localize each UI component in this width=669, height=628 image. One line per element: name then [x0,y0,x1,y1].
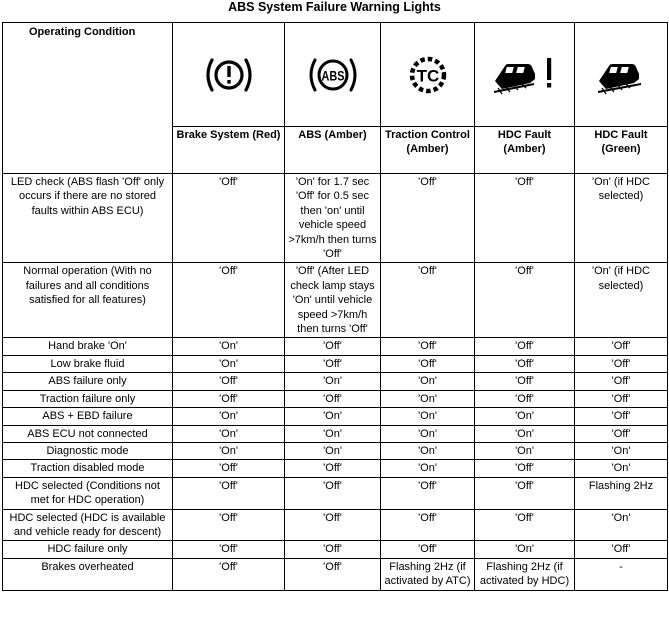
lamp-state-cell: 'On' [381,425,475,442]
lamp-state-cell: 'Off' [285,355,381,372]
svg-text:ABS: ABS [321,67,344,83]
operating-condition-cell: Brakes overheated [3,558,173,590]
column-header: ABS (Amber) [285,127,381,174]
table-row [3,460,668,477]
table-row [3,541,668,558]
lamp-state-cell: 'Off' (After LED check lamp stays 'On' until vehicle speed >7km/h then turns 'Off' [285,263,381,338]
page-title: ABS System Failure Warning Lights [228,0,441,14]
lamp-state-cell: 'Off' [173,477,285,509]
lamp-state-cell: 'Off' [381,509,475,541]
lamp-state-cell: 'Off' [285,558,381,590]
lamp-state-cell: 'On' (if HDC selected) [575,263,668,338]
lamp-state-cell: 'Off' [285,460,381,477]
lamp-state-cell: 'On' [575,460,668,477]
hdc-fault-green-icon-cell [575,23,668,127]
lamp-state-cell: 'Off' [475,263,575,338]
lamp-state-cell: 'On' [475,442,575,459]
operating-condition-cell: Traction disabled mode [3,460,173,477]
lamp-state-cell: 'On' [285,373,381,390]
table-row [3,509,668,541]
operating-condition-cell: Normal operation (With no failures and all conditions satisfied for all features) [3,263,173,338]
lamp-state-cell: 'On' [285,408,381,425]
lamp-state-cell: 'Off' [381,477,475,509]
lamp-state-cell: 'Off' [475,355,575,372]
lamp-state-cell: 'On' (if HDC selected) [575,174,668,263]
column-header: Traction Control (Amber) [381,127,475,174]
brake-system-warning-icon [201,55,257,95]
lamp-state-cell: 'On' [575,509,668,541]
operating-condition-cell: HDC selected (Conditions not met for HDC operation) [3,477,173,509]
lamp-state-cell: 'On' [173,442,285,459]
operating-condition-cell: HDC failure only [3,541,173,558]
lamp-state-cell: 'Off' [575,355,668,372]
lamp-state-cell: 'On' [381,408,475,425]
table-row [3,174,668,263]
operating-condition-cell: HDC selected (HDC is available and vehicle ready for descent) [3,509,173,541]
operating-condition-cell: Low brake fluid [3,355,173,372]
lamp-state-cell: 'On' [381,390,475,407]
lamp-state-cell: 'On' [173,338,285,355]
svg-text:TC: TC [416,66,439,85]
operating-condition-cell: ABS failure only [3,373,173,390]
lamp-state-cell: 'Off' [173,390,285,407]
lamp-state-cell: 'On' [475,541,575,558]
lamp-state-cell: 'Off' [285,509,381,541]
operating-condition-cell: LED check (ABS flash 'Off' only occurs if there are no stored faults within ABS ECU) [3,174,173,263]
lamp-state-cell: 'Off' [285,390,381,407]
abs-icon-cell [285,23,381,127]
lamp-state-cell: 'Off' [173,174,285,263]
operating-condition-cell: ABS ECU not connected [3,425,173,442]
lamp-state-cell: 'Off' [575,390,668,407]
hdc-fault-amber-icon-cell [475,23,575,127]
lamp-state-cell: 'On' [285,442,381,459]
lamp-state-cell: 'Off' [173,541,285,558]
lamp-state-cell: 'On' [381,460,475,477]
lamp-state-cell: 'Off' [475,460,575,477]
brake-system-icon-cell [173,23,285,127]
lamp-state-cell: 'On' for 1.7 sec 'Off' for 0.5 sec then 'on' until vehicle speed >7km/h then turns 'Off' [285,174,381,263]
lamp-state-cell: 'Off' [575,408,668,425]
lamp-state-cell: 'Off' [173,509,285,541]
column-header: HDC Fault (Amber) [475,127,575,174]
lamp-state-cell: 'Off' [475,174,575,263]
lamp-state-cell: 'Off' [575,425,668,442]
lamp-state-cell: 'On' [173,425,285,442]
icon-row [3,23,668,127]
lamp-state-cell: 'Off' [575,373,668,390]
lamp-state-cell: 'Off' [475,509,575,541]
lamp-state-cell: 'Off' [475,373,575,390]
lamp-state-cell: Flashing 2Hz (if activated by HDC) [475,558,575,590]
table-row [3,390,668,407]
lamp-state-cell: 'Off' [173,558,285,590]
lamp-state-cell: - [575,558,668,590]
hdc-active-icon [593,55,649,95]
lamp-state-cell: 'Off' [285,477,381,509]
table-row [3,338,668,355]
abs-warning-icon [306,55,360,95]
lamp-state-cell: 'On' [475,425,575,442]
table-row [3,425,668,442]
operating-condition-cell: Hand brake 'On' [3,338,173,355]
table-row [3,355,668,372]
hdc-fault-icon [490,55,560,95]
traction-control-icon-cell [381,23,475,127]
lamp-state-cell: 'Off' [173,460,285,477]
table-row [3,442,668,459]
column-header: HDC Fault (Green) [575,127,668,174]
lamp-state-cell: Flashing 2Hz [575,477,668,509]
lamp-state-cell: 'On' [173,408,285,425]
lamp-state-cell: 'On' [475,408,575,425]
lamp-state-cell: 'On' [173,355,285,372]
lamp-state-cell: 'Off' [285,338,381,355]
lamp-state-cell: 'On' [381,373,475,390]
lamp-state-cell: 'Off' [381,541,475,558]
warning-lights-table [2,22,668,591]
operating-condition-cell: ABS + EBD failure [3,408,173,425]
lamp-state-cell: 'Off' [381,355,475,372]
table-row [3,558,668,590]
lamp-state-cell: 'Off' [381,263,475,338]
operating-condition-cell: Diagnostic mode [3,442,173,459]
operating-condition-cell: Traction failure only [3,390,173,407]
lamp-state-cell: 'Off' [173,263,285,338]
lamp-state-cell: 'On' [381,442,475,459]
lamp-state-cell: 'On' [285,425,381,442]
operating-condition-header: Operating Condition [3,23,173,174]
lamp-state-cell: 'Off' [381,338,475,355]
lamp-state-cell: Flashing 2Hz (if activated by ATC) [381,558,475,590]
lamp-state-cell: 'Off' [173,373,285,390]
table-row [3,263,668,338]
lamp-state-cell: 'Off' [475,390,575,407]
lamp-state-cell: 'On' [575,442,668,459]
lamp-state-cell: 'Off' [285,541,381,558]
table-row [3,408,668,425]
lamp-state-cell: 'Off' [575,541,668,558]
lamp-state-cell: 'Off' [381,174,475,263]
table-row [3,373,668,390]
lamp-state-cell: 'Off' [475,338,575,355]
lamp-state-cell: 'Off' [575,338,668,355]
lamp-state-cell: 'Off' [475,477,575,509]
traction-control-icon [404,54,452,96]
column-header: Brake System (Red) [173,127,285,174]
table-row [3,477,668,509]
